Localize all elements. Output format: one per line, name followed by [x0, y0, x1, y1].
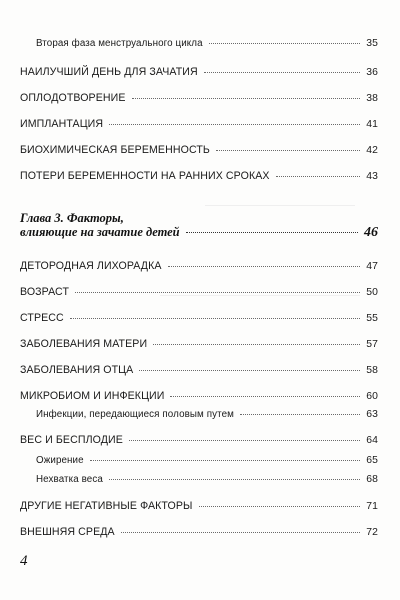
toc-entry-page: 58: [366, 365, 378, 376]
toc-entry[interactable]: [20, 92, 378, 104]
toc-entry-page: 60: [366, 391, 378, 402]
chapter-heading[interactable]: [20, 211, 378, 243]
toc-entry-title: ПОТЕРИ БЕРЕМЕННОСТИ НА РАННИХ СРОКАХ: [20, 170, 270, 182]
toc-subentry[interactable]: [36, 455, 378, 466]
toc-dot-leader: [109, 124, 360, 125]
toc-dot-leader: [209, 43, 361, 44]
toc-entry-title: Нехватка веса: [36, 474, 103, 485]
toc-entry-title: НАИЛУЧШИЙ ДЕНЬ ДЛЯ ЗАЧАТИЯ: [20, 66, 198, 78]
toc-entry[interactable]: [20, 144, 378, 156]
toc-entry[interactable]: [20, 170, 378, 182]
toc-dot-leader: [204, 72, 361, 73]
toc-entry-page: 71: [366, 501, 378, 512]
chapter-dot-leader: [186, 232, 358, 233]
toc-dot-leader: [240, 414, 360, 415]
toc-entry-page: 68: [366, 474, 378, 485]
toc-entry[interactable]: [20, 312, 378, 324]
toc-entry-page: 55: [366, 313, 378, 324]
toc-dot-leader: [75, 292, 360, 293]
toc-dot-leader: [90, 460, 361, 461]
toc-entry-title: Ожирение: [36, 455, 84, 466]
toc-entry[interactable]: [20, 118, 378, 130]
toc-dot-leader: [216, 150, 360, 151]
toc-subentry[interactable]: [36, 409, 378, 420]
toc-entry[interactable]: [20, 364, 378, 376]
toc-dot-leader: [153, 344, 360, 345]
toc-dot-leader: [139, 370, 360, 371]
bleed-through-decoration: [205, 185, 355, 206]
toc-entry-page: 65: [366, 455, 378, 466]
toc-entry[interactable]: [20, 286, 378, 298]
toc-entry-page: 36: [366, 67, 378, 78]
toc-entry-title: ДЕТОРОДНАЯ ЛИХОРАДКА: [20, 260, 162, 272]
toc-dot-leader: [109, 479, 360, 480]
toc-entry-page: 57: [366, 339, 378, 350]
toc-entry[interactable]: [20, 66, 378, 78]
chapter-page: 46: [364, 225, 378, 240]
toc-entry-page: 43: [366, 171, 378, 182]
toc-entry-title: Вторая фаза менструального цикла: [36, 38, 203, 49]
toc-entry-page: 47: [366, 261, 378, 272]
toc-entry-title: ЗАБОЛЕВАНИЯ МАТЕРИ: [20, 338, 148, 350]
toc-entry-title: СТРЕСС: [20, 312, 64, 324]
toc-entry[interactable]: [20, 526, 378, 538]
toc-entry-page: 63: [366, 409, 378, 420]
toc-entry-title: ИМПЛАНТАЦИЯ: [20, 118, 104, 130]
toc-entry-page: 72: [366, 527, 378, 538]
toc-entry[interactable]: [20, 338, 378, 350]
toc-entry-title: ДРУГИЕ НЕГАТИВНЫЕ ФАКТОРЫ: [20, 500, 193, 512]
toc-entry-page: 42: [366, 145, 378, 156]
toc-entry-title: ЗАБОЛЕВАНИЯ ОТЦА: [20, 364, 134, 376]
toc-entry[interactable]: [20, 260, 378, 272]
toc-dot-leader: [129, 440, 360, 441]
toc-entry-title: ОПЛОДОТВОРЕНИЕ: [20, 92, 126, 104]
toc-entry-title: Инфекции, передающиеся половым путем: [36, 409, 234, 420]
toc-dot-leader: [170, 396, 360, 397]
toc-entry-page: 50: [366, 287, 378, 298]
toc-dot-leader: [121, 532, 361, 533]
toc-entry-title: БИОХИМИЧЕСКАЯ БЕРЕМЕННОСТЬ: [20, 144, 210, 156]
toc-entry-page: 41: [366, 119, 378, 130]
toc-entry-title: ВЕС И БЕСПЛОДИЕ: [20, 434, 123, 446]
toc-entry[interactable]: [36, 38, 378, 49]
toc-entry-page: 38: [366, 93, 378, 104]
toc-entry-title: МИКРОБИОМ И ИНФЕКЦИИ: [20, 390, 165, 402]
chapter-title-line1: Глава 3. Факторы,: [20, 211, 124, 225]
toc-dot-leader: [168, 266, 361, 267]
toc-entry-page: 35: [366, 38, 378, 49]
toc-entry[interactable]: [20, 390, 378, 402]
page-number: 4: [20, 553, 28, 569]
toc-dot-leader: [276, 176, 361, 177]
chapter-title-line2: влияющие на зачатие детей: [20, 225, 180, 239]
toc-entry[interactable]: [20, 500, 378, 512]
toc-entry-title: ВОЗРАСТ: [20, 286, 70, 298]
toc-dot-leader: [132, 98, 361, 99]
toc-entry[interactable]: [20, 434, 378, 446]
toc-entry-page: 64: [366, 435, 378, 446]
toc-dot-leader: [70, 318, 360, 319]
toc-dot-leader: [199, 506, 361, 507]
toc-entry-title: ВНЕШНЯЯ СРЕДА: [20, 526, 115, 538]
toc-subentry[interactable]: [36, 474, 378, 485]
